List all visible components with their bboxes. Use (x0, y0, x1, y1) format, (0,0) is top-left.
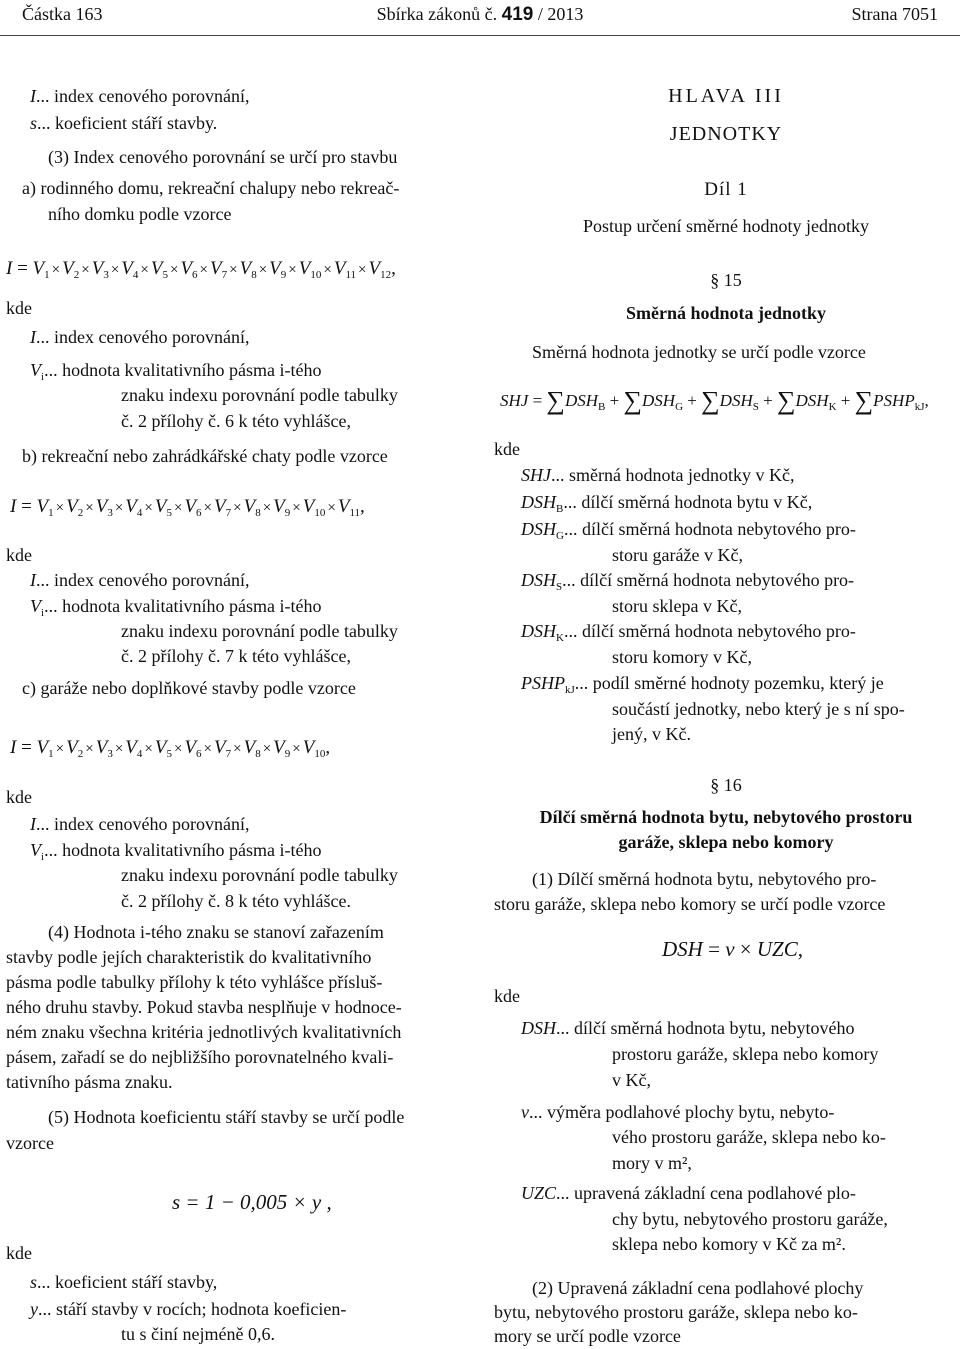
header-divider (0, 35, 960, 36)
collection-number: 419 (501, 4, 534, 25)
def-c-V-3: č. 2 přílohy č. 8 k této vyhlášce. (121, 891, 351, 911)
def-b-I: I... index cenového porovnání, (30, 570, 250, 590)
part-heading: Díl 1 (704, 179, 748, 200)
formula-a: $I = V_1 \times V_2 \times V_3 \times V_4 \times V_5 \times V_6 \times V_7 \times V_8 \times V_9 \times V_{10} \times V_{11} \times V_{12}$, (6, 258, 396, 281)
def-c-I: I... index cenového porovnání, (30, 814, 250, 834)
def-uzc-2: chy bytu, nebytového prostoru garáže, (612, 1209, 888, 1229)
def-dsh-3: v Kč, (612, 1070, 651, 1090)
def-dshk-2: storu komory v Kč, (612, 647, 752, 667)
def-s2: s... koeficient stáří stavby, (30, 1272, 218, 1292)
chapter-heading: HLAVA III (668, 85, 784, 107)
para-4-line: ného druhu stavby. Pokud stavba nesplňuje v hodnoce- (6, 997, 402, 1017)
para-16-2-line2: bytu, nebytového prostoru garáže, sklepa nebo ko- (494, 1302, 858, 1322)
formula-b: $I = V_1 \times V_2 \times V_3 \times V_4 \times V_5 \times V_6 \times V_7 \times V_8 \times V_9 \times V_{10} \times V_{11}$, (10, 496, 365, 519)
def-v: v... výměra podlahové plochy bytu, nebyto- (521, 1102, 835, 1122)
para-4-line: (4) Hodnota i-tého znaku se stanoví zařazením (48, 922, 384, 942)
item-c: c) garáže nebo doplňkové stavby podle vzorce (22, 678, 356, 698)
def-pshp-3: jený, v Kč. (612, 724, 691, 744)
def-b-V-3: č. 2 přílohy č. 7 k této vyhlášce, (121, 646, 351, 666)
section-16-title-1: Dílčí směrná hodnota bytu, nebytového prostoru (539, 807, 913, 827)
header-collection (22, 4, 938, 26)
para-16-2-line1: (2) Upravená základní cena podlahové plochy (532, 1278, 864, 1298)
section-16-title-2: garáže, sklepa nebo komory (618, 832, 834, 852)
para-5-line2: vzorce (6, 1133, 54, 1153)
def-uzc: UZC... upravená základní cena podlahové plo- (521, 1183, 856, 1203)
def-uzc-3: sklepa nebo komory v Kč za m². (612, 1234, 846, 1254)
def-v-2: vého prostoru garáže, sklepa nebo ko- (612, 1127, 886, 1147)
para-4-line: ném znaku všechna kritéria jednotlivých kvalitativních (6, 1022, 402, 1042)
def-b-V: $V_i$... hodnota kvalitativního pásma i-tého (30, 596, 322, 619)
def-dsh: DSH... dílčí směrná hodnota bytu, nebytového (521, 1018, 855, 1038)
kde-label: kde (494, 439, 520, 459)
def-a-V-3: č. 2 přílohy č. 6 k této vyhlášce, (121, 411, 351, 431)
kde-label: kde (6, 545, 32, 565)
para-4-line: pásma podle tabulky přílohy k této vyhlášce přísluš- (6, 972, 383, 992)
def-shj: SHJ... směrná hodnota jednotky v Kč, (521, 465, 795, 485)
def-y: y... stáří stavby v rocích; hodnota koeficien- (30, 1299, 347, 1319)
header-page: Strana 7051 (851, 4, 938, 24)
collection-year: / 2013 (533, 4, 584, 24)
def-dshb: $DSH_B$... dílčí směrná hodnota bytu v Kč, (521, 492, 813, 515)
item-a-line2: ního domku podle vzorce (48, 204, 232, 224)
def-s: s... koeficient stáří stavby. (30, 113, 218, 133)
def-c-V-2: znaku indexu porovnání podle tabulky (121, 865, 398, 885)
def-dshs-2: storu sklepa v Kč, (612, 596, 742, 616)
chapter-title: JEDNOTKY (669, 123, 783, 145)
kde-label: kde (6, 298, 32, 318)
def-c-V: $V_i$... hodnota kvalitativního pásma i-tého (30, 840, 322, 863)
def-I: I... index cenového porovnání, (30, 86, 250, 106)
def-pshp: $PSHP_{kJ}$... podíl směrné hodnoty pozemku, který je (521, 673, 884, 696)
item-b: b) rekreační nebo zahrádkářské chaty podle vzorce (22, 446, 388, 466)
item-a-line1: a) rodinného domu, rekreační chalupy nebo rekreač- (22, 178, 400, 198)
def-dshk: $DSH_K$... dílčí směrná hodnota nebytového pro- (521, 621, 856, 644)
def-a-V-2: znaku indexu porovnání podle tabulky (121, 385, 398, 405)
def-dshs: $DSH_S$... dílčí směrná hodnota nebytového pro- (521, 570, 855, 593)
formula-c: $I = V_1 \times V_2 \times V_3 \times V_4 \times V_5 \times V_6 \times V_7 \times V_8 \times V_9 \times V_{10}$, (10, 737, 331, 760)
para-4-line: tativního pásma znaku. (6, 1072, 173, 1092)
def-a-V: $V_i$... hodnota kvalitativního pásma i-tého (30, 360, 322, 383)
para-4-line: stavby podle jejích charakteristik do kvalitativního (6, 947, 372, 967)
def-b-V-2: znaku indexu porovnání podle tabulky (121, 621, 398, 641)
page-header (22, 4, 938, 30)
def-dshg-2: storu garáže v Kč, (612, 545, 743, 565)
def-v-3: mory v m², (612, 1153, 692, 1173)
collection-name: Sbírka zákonů č. (376, 4, 502, 24)
section-16: § 16 (710, 775, 742, 795)
formula-shj: SHJ = $\sum DSH_B + \sum DSH_G + \sum DSH_S + \sum DSH_K$ + $\sum PSHP_{kJ}$, (500, 386, 929, 415)
para-5-line1: (5) Hodnota koeficientu stáří stavby se určí podle (48, 1107, 405, 1127)
def-pshp-2: součástí jednotky, nebo který je s ní spo- (612, 699, 905, 719)
para-3: (3) Index cenového porovnání se určí pro stavbu (48, 147, 398, 167)
para-16-2-line3: mory se určí podle vzorce (494, 1326, 681, 1346)
kde-label: kde (6, 787, 32, 807)
def-a-I: I... index cenového porovnání, (30, 327, 250, 347)
para-4-line: pásem, zařadí se do nejbližšího porovnatelného kvali- (6, 1047, 394, 1067)
section-15-text: Směrná hodnota jednotky se určí podle vzorce (532, 342, 866, 362)
formula-s: s = 1 − 0,005 × y , (172, 1190, 332, 1214)
para-16-1-line2: storu garáže, sklepa nebo komory se určí podle vzorce (494, 894, 886, 914)
part-title: Postup určení směrné hodnoty jednotky (583, 216, 869, 236)
kde-label: kde (494, 986, 520, 1006)
para-16-1-line1: (1) Dílčí směrná hodnota bytu, nebytového pro- (532, 869, 877, 889)
formula-dsh: DSH = v × UZC, (662, 937, 803, 961)
header-part: Částka 163 (22, 4, 103, 24)
section-15: § 15 (710, 270, 742, 290)
section-15-title: Směrná hodnota jednotky (625, 303, 827, 323)
def-dshg: $DSH_G$... dílčí směrná hodnota nebytového pro- (521, 519, 856, 542)
def-dsh-2: prostoru garáže, sklepa nebo komory (612, 1044, 879, 1064)
def-y-2: tu s činí nejméně 0,6. (121, 1324, 275, 1344)
kde-label: kde (6, 1243, 32, 1263)
